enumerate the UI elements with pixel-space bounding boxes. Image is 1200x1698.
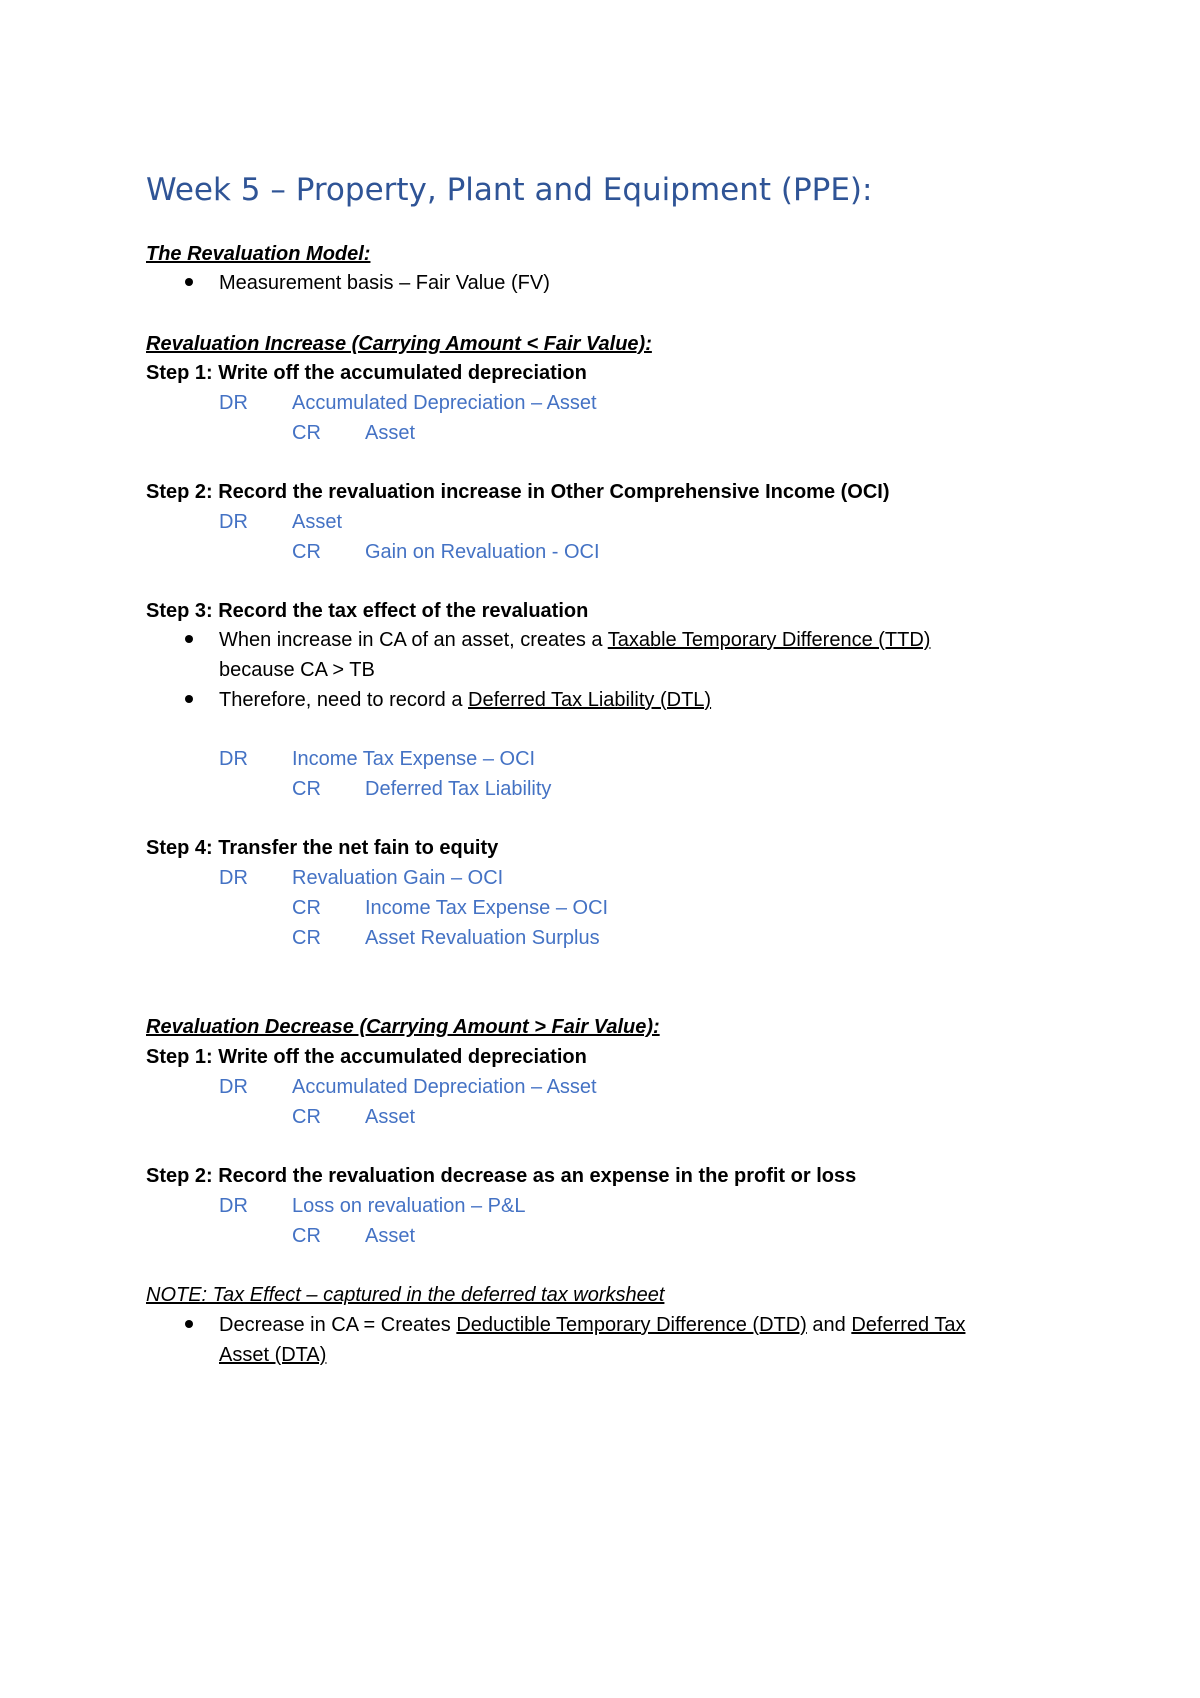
dr-label: DR [219,748,248,770]
dr-account: Accumulated Depreciation – Asset [292,392,597,414]
dr-label: DR [219,1195,248,1217]
term-link-continued: Asset (DTA) [219,1344,327,1366]
cr-label: CR [292,778,321,800]
bullet-icon [185,635,193,643]
cr-account: Asset [365,1106,416,1128]
bullet-icon [185,695,193,703]
section-heading-increase: Revaluation Increase (Carrying Amount < Fair Value): [146,333,652,355]
cr-label: CR [292,1106,321,1128]
bullet-text: Therefore, need to record a Deferred Tax Liability (DTL) [219,689,712,711]
dr-account: Accumulated Depreciation – Asset [292,1076,597,1098]
bullet-text-continued: because CA > TB [219,659,375,681]
cr-account: Asset Revaluation Surplus [365,927,600,949]
section-heading-decrease: Revaluation Decrease (Carrying Amount > Fair Value): [146,1016,660,1038]
step-title: Step 4: Transfer the net fain to equity [146,837,499,859]
dr-label: DR [219,511,248,533]
cr-label: CR [292,897,321,919]
term-link: Deductible Temporary Difference (DTD) [456,1314,807,1336]
step-title: Step 1: Write off the accumulated depreciation [146,362,587,384]
bullet-text: Decrease in CA = Creates Deductible Temporary Difference (DTD) and Deferred Tax [219,1314,966,1336]
cr-account: Gain on Revaluation - OCI [365,541,600,563]
bullet-icon [185,278,193,286]
bullet-text: When increase in CA of an asset, creates a Taxable Temporary Difference (TTD) [219,629,931,651]
term-link: Deferred Tax [851,1314,966,1336]
dr-label: DR [219,867,248,889]
bullet-text: Measurement basis – Fair Value (FV) [219,272,550,294]
bullet-icon [185,1320,193,1328]
cr-account: Asset [365,422,416,444]
cr-label: CR [292,422,321,444]
dr-account: Asset [292,511,343,533]
term-link: Deferred Tax Liability (DTL) [468,689,712,711]
cr-label: CR [292,541,321,563]
cr-account: Asset [365,1225,416,1247]
step-title: Step 2: Record the revaluation increase in Other Comprehensive Income (OCI) [146,481,890,503]
dr-account: Income Tax Expense – OCI [292,748,536,770]
dr-label: DR [219,1076,248,1098]
term-link: Taxable Temporary Difference (TTD) [607,629,931,651]
dr-account: Revaluation Gain – OCI [292,867,504,889]
page-title: Week 5 – Property, Plant and Equipment (PPE): [146,172,873,208]
note-heading: NOTE: Tax Effect – captured in the deferred tax worksheet [146,1284,665,1306]
step-title: Step 3: Record the tax effect of the revaluation [146,600,589,622]
step-title: Step 1: Write off the accumulated depreciation [146,1046,587,1068]
dr-label: DR [219,392,248,414]
cr-account: Income Tax Expense – OCI [365,897,609,919]
section-heading-model: The Revaluation Model: [146,243,371,265]
step-title: Step 2: Record the revaluation decrease as an expense in the profit or loss [146,1165,857,1187]
cr-label: CR [292,1225,321,1247]
dr-account: Loss on revaluation – P&L [292,1195,526,1217]
cr-label: CR [292,927,321,949]
cr-account: Deferred Tax Liability [365,778,552,800]
